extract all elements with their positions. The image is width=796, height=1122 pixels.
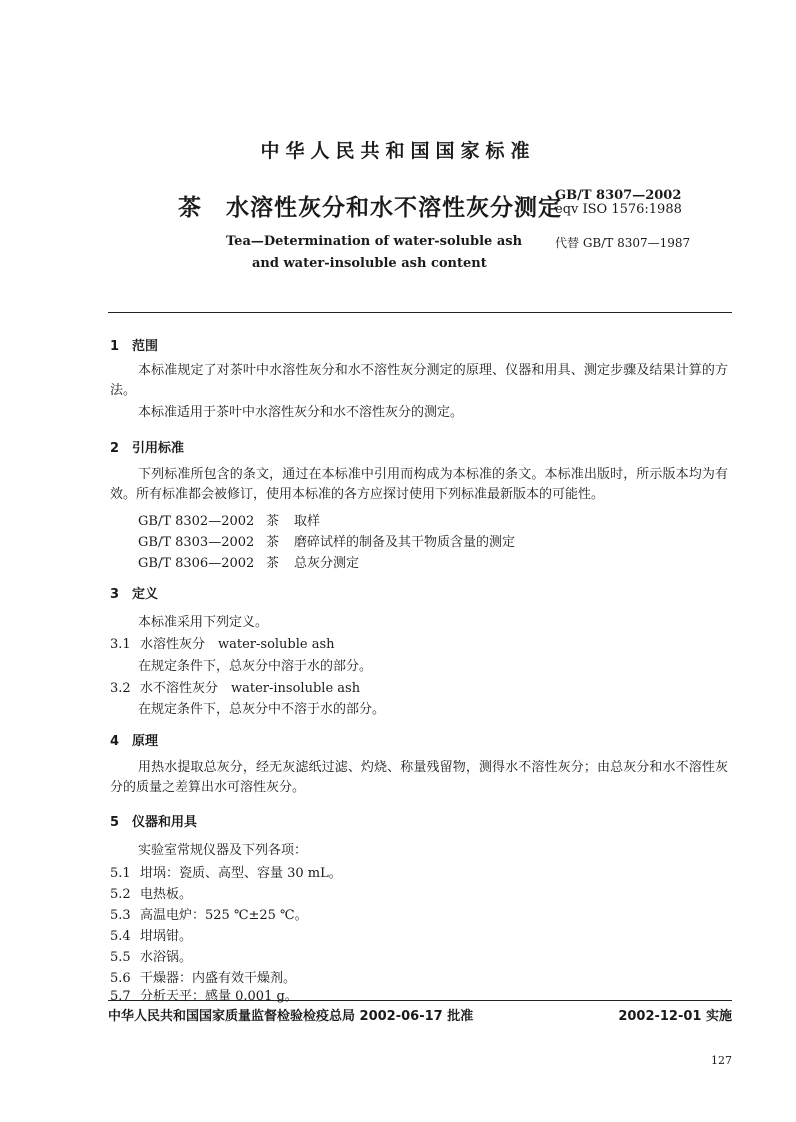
list-item [110,904,308,923]
item-text: 坩埚钳。 [140,929,193,944]
item-text: 电热板。 [140,887,193,902]
item-text: 水浴锅。 [140,950,193,965]
definition-number: 3.1 [110,637,131,652]
definition-3-1-text: 在规定条件下，总灰分中溶于水的部分。 [138,659,373,674]
list-item [110,925,192,944]
reference-row [138,552,359,571]
reference-code: GB/T 8303—2002 [138,535,255,550]
equivalent-standard: eqv ISO 1576:1988 [555,202,682,217]
section-3-title: 定义 [132,587,159,602]
item-text: 坩埚：瓷质、高型、容量 30 mL。 [140,866,342,881]
section-1-paragraph-1: 本标准规定了对茶叶中水溶性灰分和水不溶性灰分测定的原理、仪器和用具、测定步骤及结果计算的方法。 [110,363,728,398]
item-number: 5.6 [110,971,131,986]
reference-category: 茶 [266,535,280,550]
section-3-heading [110,583,158,602]
item-number: 5.5 [110,950,131,965]
page-number: 127 [711,1054,732,1067]
section-5-heading [110,811,197,830]
national-standard-title: 中华人民共和国国家标准 [260,140,536,162]
item-number: 5.1 [110,866,131,881]
definition-3-1-term [110,633,335,652]
section-4-number: 4 [110,734,120,749]
reference-category: 茶 [266,514,280,529]
list-item [110,946,192,965]
section-4-paragraph-1: 用热水提取总灰分，经无灰滤纸过滤、灼烧、称量残留物，测得水不溶性灰分；由总灰分和水不溶性灰分的质量之差算出水可溶性灰分。 [110,760,728,795]
item-text: 高温电炉：525 ℃±25 ℃。 [140,908,308,923]
definition-term: 水溶性灰分 water-soluble ash [140,637,335,652]
header-divider [108,312,732,313]
english-title-line-1: Tea—Determination of water-soluble ash [226,234,523,249]
english-title-line-2: and water-insoluble ash content [252,256,487,271]
section-4-title: 原理 [132,734,159,749]
section-2-title: 引用标准 [132,441,185,456]
section-5-number: 5 [110,815,120,830]
list-item [110,985,298,1004]
item-number: 5.2 [110,887,131,902]
item-text: 干燥器：内盛有效干燥剂。 [140,971,297,986]
replaces-standard: 代替 GB/T 8307—1987 [555,236,691,250]
section-2-paragraph-1: 下列标准所包含的条文，通过在本标准中引用而构成为本标准的条文。本标准出版时，所示版本均为有效。所有标准都会被修订，使用本标准的各方应探讨使用下列标准最新版本的可能性。 [110,467,728,502]
reference-row [138,531,515,550]
definition-number: 3.2 [110,681,131,696]
reference-code: GB/T 8302—2002 [138,514,255,529]
section-4-heading [110,730,158,749]
list-item [110,862,342,881]
section-3-number: 3 [110,587,120,602]
reference-name: 总灰分测定 [294,556,360,571]
section-1-number: 1 [110,339,120,354]
item-number: 5.4 [110,929,131,944]
item-number: 5.7 [110,989,131,1004]
section-3-intro: 本标准采用下列定义。 [138,615,269,630]
list-item [110,883,192,902]
footer-divider [108,1000,732,1001]
definition-3-2-text: 在规定条件下，总灰分中不溶于水的部分。 [138,702,386,717]
item-number: 5.3 [110,908,131,923]
reference-name: 磨碎试样的制备及其干物质含量的测定 [294,535,516,550]
section-2-heading [110,437,184,456]
section-1-paragraph-2: 本标准适用于茶叶中水溶性灰分和水不溶性灰分的测定。 [138,405,464,420]
implementation-date: 2002-12-01 实施 [618,1009,732,1024]
section-1-title: 范围 [132,339,159,354]
definition-term: 水不溶性灰分 water-insoluble ash [140,681,361,696]
approval-statement: 中华人民共和国国家质量监督检验检疫总局 2002-06-17 批准 [108,1009,474,1024]
section-2-number: 2 [110,441,120,456]
reference-code: GB/T 8306—2002 [138,556,255,571]
standard-code-block [555,189,682,217]
item-text: 分析天平：感量 0.001 g。 [140,989,298,1004]
section-5-title: 仪器和用具 [132,815,198,830]
reference-row [138,510,320,529]
reference-name: 取样 [294,514,321,529]
definition-3-2-term [110,677,360,696]
section-5-intro: 实验室常规仪器及下列各项： [138,843,308,858]
standard-number: GB/T 8307—2002 [555,188,682,203]
list-item [110,967,296,986]
section-1-heading [110,335,158,354]
reference-category: 茶 [266,556,280,571]
document-title: 茶 水溶性灰分和水不溶性灰分测定 [178,195,562,221]
